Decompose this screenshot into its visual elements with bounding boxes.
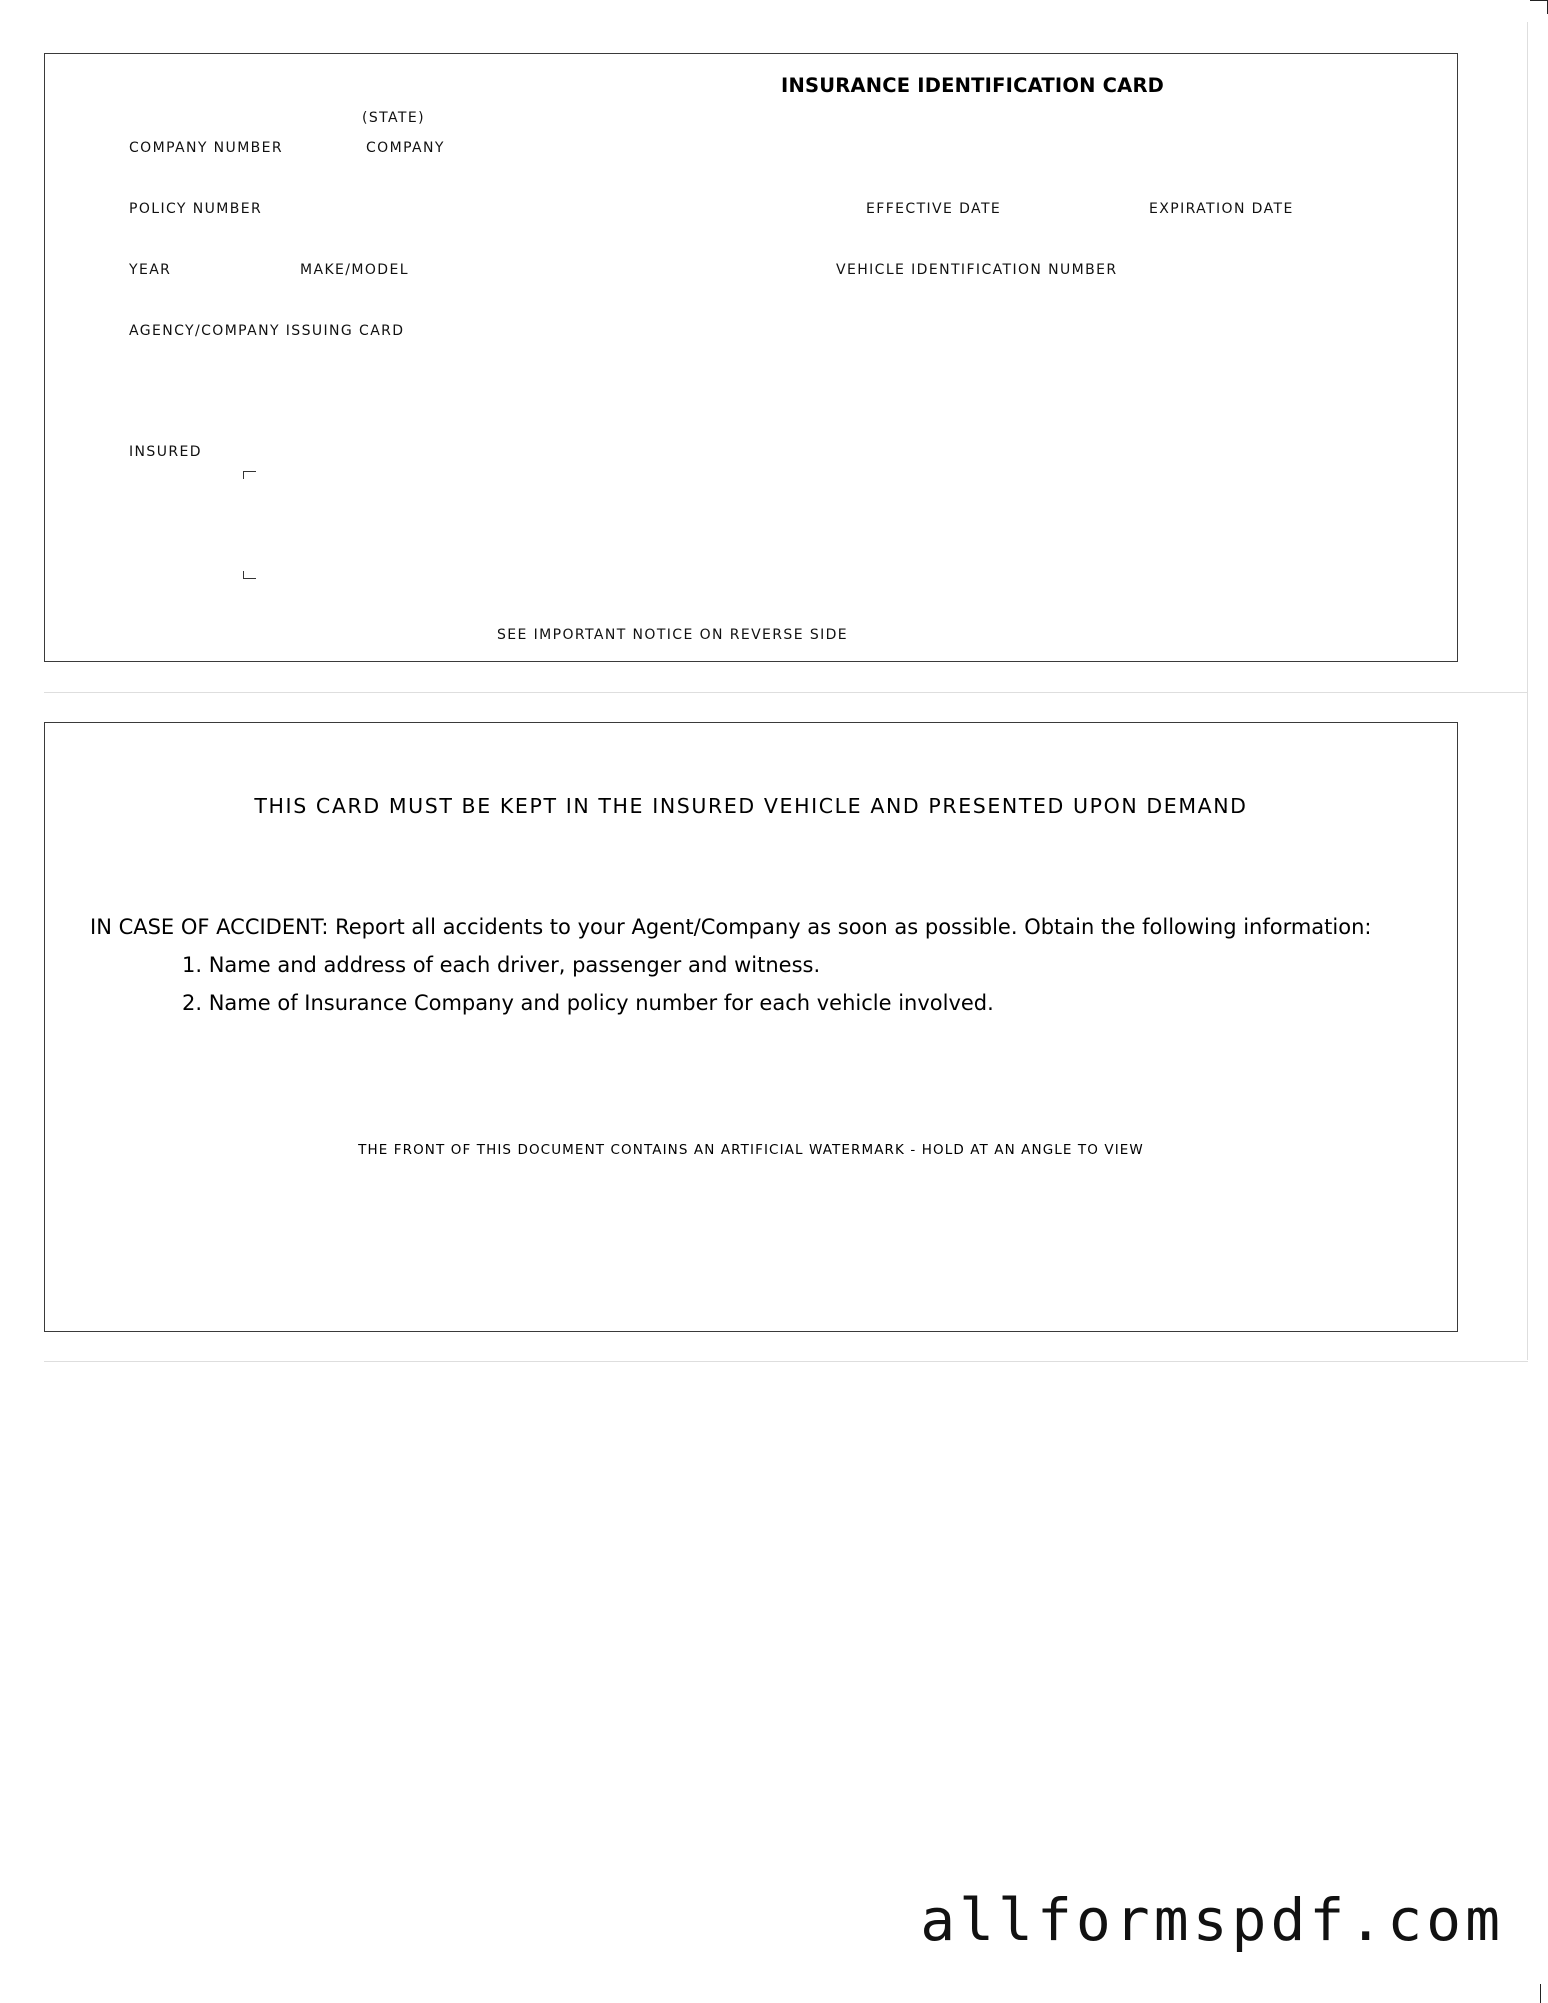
top-right-crop-mark bbox=[1530, 0, 1548, 14]
expiration-date-label: EXPIRATION DATE bbox=[1149, 201, 1294, 217]
insured-address-bracket-bottom bbox=[243, 571, 256, 579]
company-number-label: COMPANY NUMBER bbox=[129, 140, 284, 156]
insured-label: INSURED bbox=[129, 444, 202, 460]
site-brand-text: allformspdf.com bbox=[920, 1886, 1504, 1954]
insurance-card-front bbox=[44, 53, 1458, 662]
company-label: COMPANY bbox=[366, 140, 445, 156]
watermark-notice: THE FRONT OF THIS DOCUMENT CONTAINS AN ARTIFICIAL WATERMARK - HOLD AT AN ANGLE TO VIEW bbox=[358, 1142, 1144, 1158]
accident-item-2: 2. Name of Insurance Company and policy number for each vehicle involved. bbox=[182, 991, 994, 1015]
vin-label: VEHICLE IDENTIFICATION NUMBER bbox=[836, 262, 1118, 278]
state-label: (STATE) bbox=[362, 110, 425, 126]
insurance-card-back bbox=[44, 722, 1458, 1332]
agency-issuing-label: AGENCY/COMPANY ISSUING CARD bbox=[129, 323, 405, 339]
policy-number-label: POLICY NUMBER bbox=[129, 201, 263, 217]
card-title: INSURANCE IDENTIFICATION CARD bbox=[781, 74, 1165, 97]
accident-item-1: 1. Name and address of each driver, passenger and witness. bbox=[182, 953, 821, 977]
effective-date-label: EFFECTIVE DATE bbox=[866, 201, 1002, 217]
year-label: YEAR bbox=[129, 262, 172, 278]
insured-address-bracket-top bbox=[243, 471, 256, 479]
accident-instructions: IN CASE OF ACCIDENT: Report all accidents to your Agent/Company as soon as possible. Obtain the following information: bbox=[90, 915, 1372, 939]
keep-card-heading: THIS CARD MUST BE KEPT IN THE INSURED VEHICLE AND PRESENTED UPON DEMAND bbox=[254, 794, 1248, 818]
back-card-bottom-guide bbox=[44, 1361, 1528, 1362]
page-right-guide bbox=[1527, 22, 1528, 1360]
make-model-label: MAKE/MODEL bbox=[300, 262, 409, 278]
bottom-right-crop-mark bbox=[1540, 1984, 1548, 2003]
reverse-side-notice: SEE IMPORTANT NOTICE ON REVERSE SIDE bbox=[497, 627, 849, 643]
front-card-bottom-guide bbox=[44, 692, 1528, 693]
